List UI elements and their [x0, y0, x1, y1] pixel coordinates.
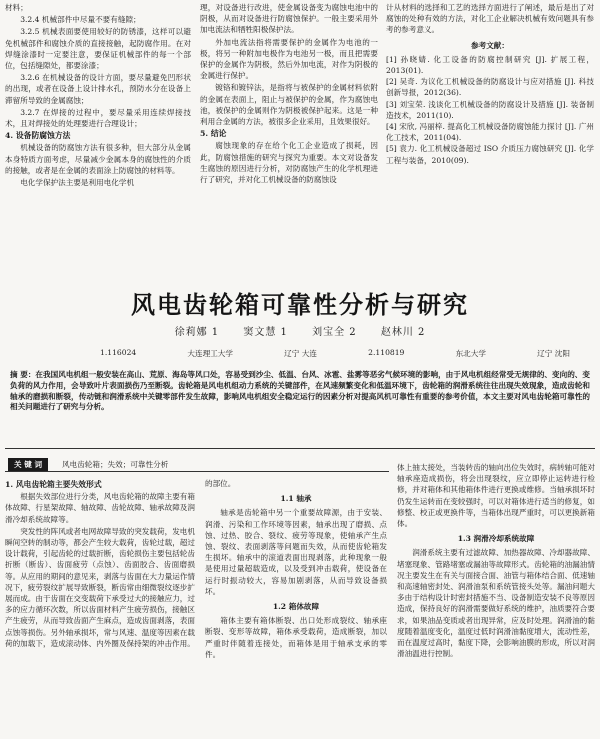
paragraph: 根据失效部位进行分类，风电齿轮箱的故障主要有箱体故障、行星架故障、轴故障、齿轮故障、轴承故障及润滑冷却系统故障等。 — [5, 492, 195, 524]
subsection-heading: 1.2 箱体故障 — [272, 602, 320, 612]
affiliations — [100, 348, 570, 359]
paragraph: 外加电流法指将需要保护的金属作为电池的一极，将另一种附加电极作为电池另一极，而且把需要保护的金属作为阴极，然后外加电流，对作为阴极的金属进行保护。 — [200, 37, 378, 81]
body-col1 — [5, 478, 195, 736]
author: 刘宝全 2 — [312, 327, 357, 338]
prev-article-col2 — [200, 2, 378, 274]
paragraph: 体上抽太接处，当装转齿的轴向出位失效时，病转轴可能对轴承座造成损伤，将会出现裂纹，应立即停止运转进行检修，并对箱体和其他箱体件进行更换或维修。当轴承损坏时仍发生运转而在变较强时，可以对箱体进行适当的修复，如修整、校正或更换件等，当箱体出现严重时，可以更换新箱体。 — [397, 463, 595, 529]
paragraph: 镀铬和镀锌法，是指将与被保护的金属材料依附的金属在表面上，阻止与被保护的金属，作为腐蚀电池，被保护的金属则作为阴极被保护起来。这是一种利用合金属的方法，被很多企业采用，且效果很好。 — [200, 83, 378, 127]
paragraph: 突发性的阵风或者电网故障导致的突发载荷，发电机瞬间空转的制动等，都会产生较大载荷，齿轮过载，超过设计载荷，引起齿轮的过载折断，齿轮损伤主要包括轮齿折断（断齿）、齿面疲劳（点蚀）、齿面胶合、齿面磨损等。从应用的期间的意见来，剥落与齿面在大力量运作情况下，疲劳裂纹扩展导致断裂，断齿常由细微裂纹逐步扩展而成。由于齿面在交变载荷下承受过大的接触应力，过多的应力循环次数，所以齿面材料产生疲劳损伤，接触区产生疲劳，从而导致齿面产生麻点，造成齿面剥落，表面点蚀等损伤。另外轴承损坏，常与风速、温度等因素在载荷的加载下，造成滚动体、内外圈及保持架的冲击作用。 — [5, 526, 195, 648]
affiliation: 东北大学 — [455, 349, 486, 358]
keywords: 风电齿轮箱；失效；可靠性分析 — [62, 460, 169, 469]
paragraph: 润滑系统主要有过滤故障、加热器故障、冷却器故障、堵塞现象、管路堵塞或漏油等故障形式。齿轮箱的油漏油情况主要发生在有关与面接合面、油管与箱体结合面、低速轴和高速轴密封处、润滑油泵和系统管接头处等。漏油问题大多由于结构设计时密封措施不当、设备制造安装不良等原因造成，保持良好的润滑需要做好系统的维护，油质要符合要求，如果油品变质或者出现异常，应及时处理。润滑油的黏度随着温度变化，温度过低时润滑油黏度增大，流动性差，而在温度过高时，黏度下降，会影响油膜的形成，所以对润滑油温进行控制。 — [397, 548, 595, 659]
paragraph: 电化学保护法主要是利用电化学机 — [20, 178, 135, 188]
keywords-label: 关 键 词 — [8, 458, 48, 471]
section-heading: 5. 结论 — [200, 129, 227, 139]
reference-item: [4] 宋欣, 冯丽梓. 提高化工机械设备防腐蚀能力探讨 [J]. 广州化工技术，2011(04). — [386, 122, 594, 143]
paragraph: 轴承是齿轮箱中另一个重要故障源，由于安装、润滑、污染和工作环境等因素，轴承出现了磨损、点蚀、过热、胶合、裂纹、疲劳等现象，使轴承产生点蚀、裂纹、表面剥落等问题而失效，从而使齿轮箱发生损坏。轴承中的滚道表面出现剥落，此种现象一般是使用过量超载造成，以及受到冲击载荷，使设备在运行时振动较大，容易加剧剥落，从而导致设备损坏。 — [205, 508, 387, 596]
body-col2 — [205, 478, 387, 736]
author-list — [0, 323, 600, 338]
paragraph: 3.2.7 在焊接的过程中，要尽量采用连续焊接技术，且对焊接处的处理要进行合理设计； — [5, 107, 191, 129]
affiliation: 1.116024 — [100, 348, 137, 357]
affiliation: 大连理工大学 — [187, 349, 233, 358]
paragraph: 腐蚀现象的存在给个化工企业造成了损耗，因此，防腐蚀措施的研究与探究为重要。本文对设备发生腐蚀的原因进行分析，对防腐蚀产生的化学机理进行了研究，并对化工机械设备的防腐蚀设 — [200, 141, 378, 185]
body-col3 — [397, 462, 595, 736]
affiliation: 辽宁 大连 — [284, 349, 317, 358]
reference-item: [2] 吴奇. 为议化工机械设备的防腐设计与应对措施 [J]. 科技创新导报，2012(36). — [386, 77, 594, 98]
paragraph: 的部位。 — [205, 479, 236, 488]
section-heading: 4. 设备防腐蚀方法 — [5, 131, 71, 141]
article-title: 风电齿轮箱可靠性分析与研究 — [131, 291, 469, 319]
subsection-heading: 1.3 润滑冷却系统故障 — [457, 534, 535, 544]
author: 窦文慧 1 — [243, 327, 288, 338]
paragraph: 机械设备的防腐蚀方法有很多种，但大部分从金属本身特质方面考虑，尽量减少金属本身的腐蚀性的介质的接触，或者是在金属的表面涂上防腐蚀的材料等。 — [5, 143, 191, 175]
paragraph: 3.2.6 在机械设备的设计方面，要尽量避免凹形状的出现，或者在设备上设计排水孔，预防水分在设备上滞留所导致的金属腐蚀； — [5, 73, 191, 105]
divider — [5, 448, 595, 449]
affiliation: 2.110819 — [368, 348, 405, 357]
divider — [5, 471, 389, 472]
paragraph: 理，对设备进行改进，使金属设备变为腐蚀电池中的阴极，从而对设备进行防腐蚀保护。一般主要采用外加电流法和牺牲阳极保护法。 — [200, 3, 378, 35]
paragraph: 材料； — [5, 3, 28, 12]
section-heading: 1. 风电齿轮箱主要失效形式 — [5, 480, 102, 489]
affiliation: 辽宁 沈阳 — [537, 349, 570, 358]
paragraph: 箱体主要有箱体断裂、出口处形成裂纹、轴承座断裂、变形等故障，箱体承受载荷，造成断裂，加以严重时伴随着连接处，而箱体是用于轴承支承的零件。 — [205, 616, 387, 659]
paragraph: 计从材料的选择和工艺的选择方面进行了阐述，最后是出了对腐蚀的处种有效的方法，对化工企业解决机械有效问题具有参考的参考意义。 — [386, 3, 594, 35]
subsection-heading: 1.1 轴承 — [280, 494, 312, 504]
author: 徐莉娜 1 — [174, 327, 220, 338]
prev-article-col3 — [386, 2, 594, 264]
paragraph: 3.2.4 机械部件中尽量不要有缝隙； — [20, 15, 141, 25]
paragraph: 3.2.5 机械表面要使用较好的防锈漆，这样可以避免机械部件和腐蚀介质的直接接触，起防腐作用。在对焊缝涂漆时一定要注意，要保证机械部件的每一个部位，包括缝隙处，都要涂漆； — [5, 27, 191, 71]
abstract: 摘 要：在我国风电机组一般安装在高山、荒原、海岛等风口处，容易受到沙尘、低温、台风、冰雹、盐雾等恶劣气候环境的影响，由于风电机组经常受无规律的、变向的、变负荷的风力作用，会导致叶片表面损伤乃至断裂。齿轮箱是风电机组动力系统的关键部件，在风速频繁变化和低温环境下，齿轮箱的润滑系统往往出现失效现象，造成齿轮和轴承的磨损和断裂，传动链和润滑系统中关键零部件发生故障，影响风电机组安全稳定运行的因素分析对提高风机可靠性有重要的参考价值，本文主要对风电齿轮箱可靠性的相关问题进行了研究与分析。 — [10, 370, 590, 412]
author: 赵林川 2 — [380, 327, 426, 338]
references-heading: 参考文献： — [471, 40, 509, 50]
reference-item: [1] 孙晓婧. 化工设备的防腐控制研究 [J]. 扩展工程，2013(01). — [386, 54, 594, 76]
reference-item: [5] 袁力. 化工机械设备超过 ISO 介质压力腐蚀研究 [J]. 化学工程与装备，2010(09). — [386, 144, 594, 165]
prev-article-col1 — [5, 2, 191, 274]
reference-item: [3] 刘宝荣. 浅谈化工机械设备的防腐设计及措施 [J]. 装备制造技术，2011(10). — [386, 99, 594, 120]
